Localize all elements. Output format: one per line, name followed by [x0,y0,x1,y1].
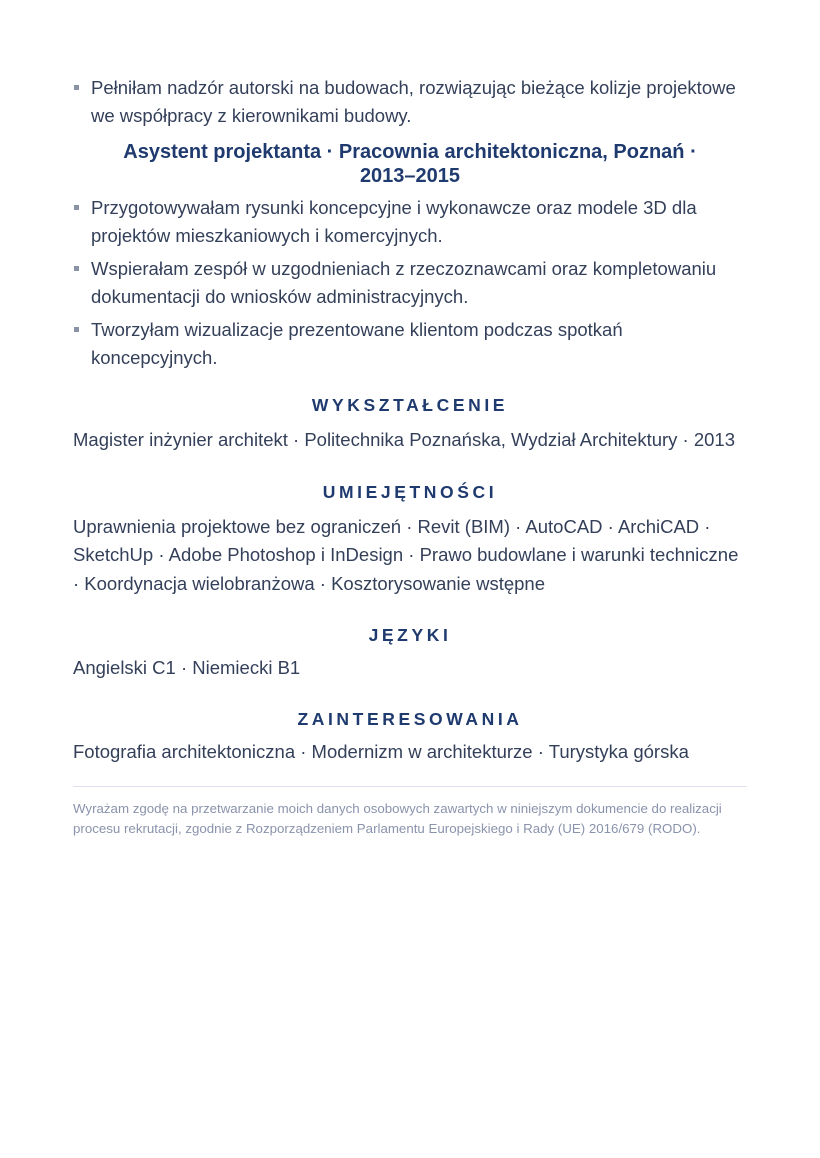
bullet-text: Tworzyłam wizualizacje prezentowane klientom podczas spotkań koncepcyjnych. [91,319,623,368]
bullet-square-icon [74,205,79,210]
list-item [73,255,747,311]
education-section [73,394,747,455]
interests-heading: ZAINTERESOWANIA [297,708,523,729]
divider [73,786,747,787]
interests-section [73,708,747,767]
bullet-text: Przygotowywałam rysunki koncepcyjne i wykonawcze oraz modele 3D dla projektów mieszkaniowych i komercyjnych. [91,197,697,246]
skills-text: Uprawnienia projektowe bez ograniczeń · Revit (BIM) · AutoCAD · ArchiCAD · SketchUp · Adobe Photoshop i InDesign · Prawo budowlane i warunki techniczne · Koordynacja wielobranżowa · Kosztorysowanie wstępne [73,515,739,594]
list-item [73,194,747,250]
gdpr-consent-clause: Wyrażam zgodę na przetwarzanie moich danych osobowych zawartych w niniejszym dokumencie do realizacji procesu rekrutacji, zgodnie z Rozporządzeniem Parlamentu Europejskiego i Rady (UE) 2016/679 (RODO). [73,801,722,836]
bullet-text: Wspierałam zespół w uzgodnieniach z rzeczoznawcami oraz kompletowaniu dokumentacji do wniosków administracyjnych. [91,258,717,307]
education-heading: WYKSZTAŁCENIE [311,395,509,415]
languages-text: Angielski C1 · Niemiecki B1 [73,657,301,678]
list-item [73,316,747,372]
bullet-square-icon [74,327,79,332]
list-item [73,74,747,130]
languages-section [73,624,747,683]
education-text: Magister inżynier architekt · Politechnika Poznańska, Wydział Architektury · 2013 [73,429,736,450]
skills-section [73,481,747,599]
languages-heading: JĘZYKI [368,625,452,645]
previous-job-bullets [73,74,747,130]
skills-heading: UMIEJĘTNOŚCI [322,481,498,502]
job-title: Asystent projektanta · Pracownia architektoniczna, Poznań · 2013–2015 [123,141,697,187]
interests-text: Fotografia architektoniczna · Modernizm w architekturze · Turystyka górska [73,740,689,762]
bullet-square-icon [74,266,79,271]
bullet-text: Pełniłam nadzór autorski na budowach, rozwiązując bieżące kolizje projektowe we współpracy z kierownikami budowy. [91,77,736,126]
job-bullets [73,194,747,372]
bullet-square-icon [74,85,79,90]
